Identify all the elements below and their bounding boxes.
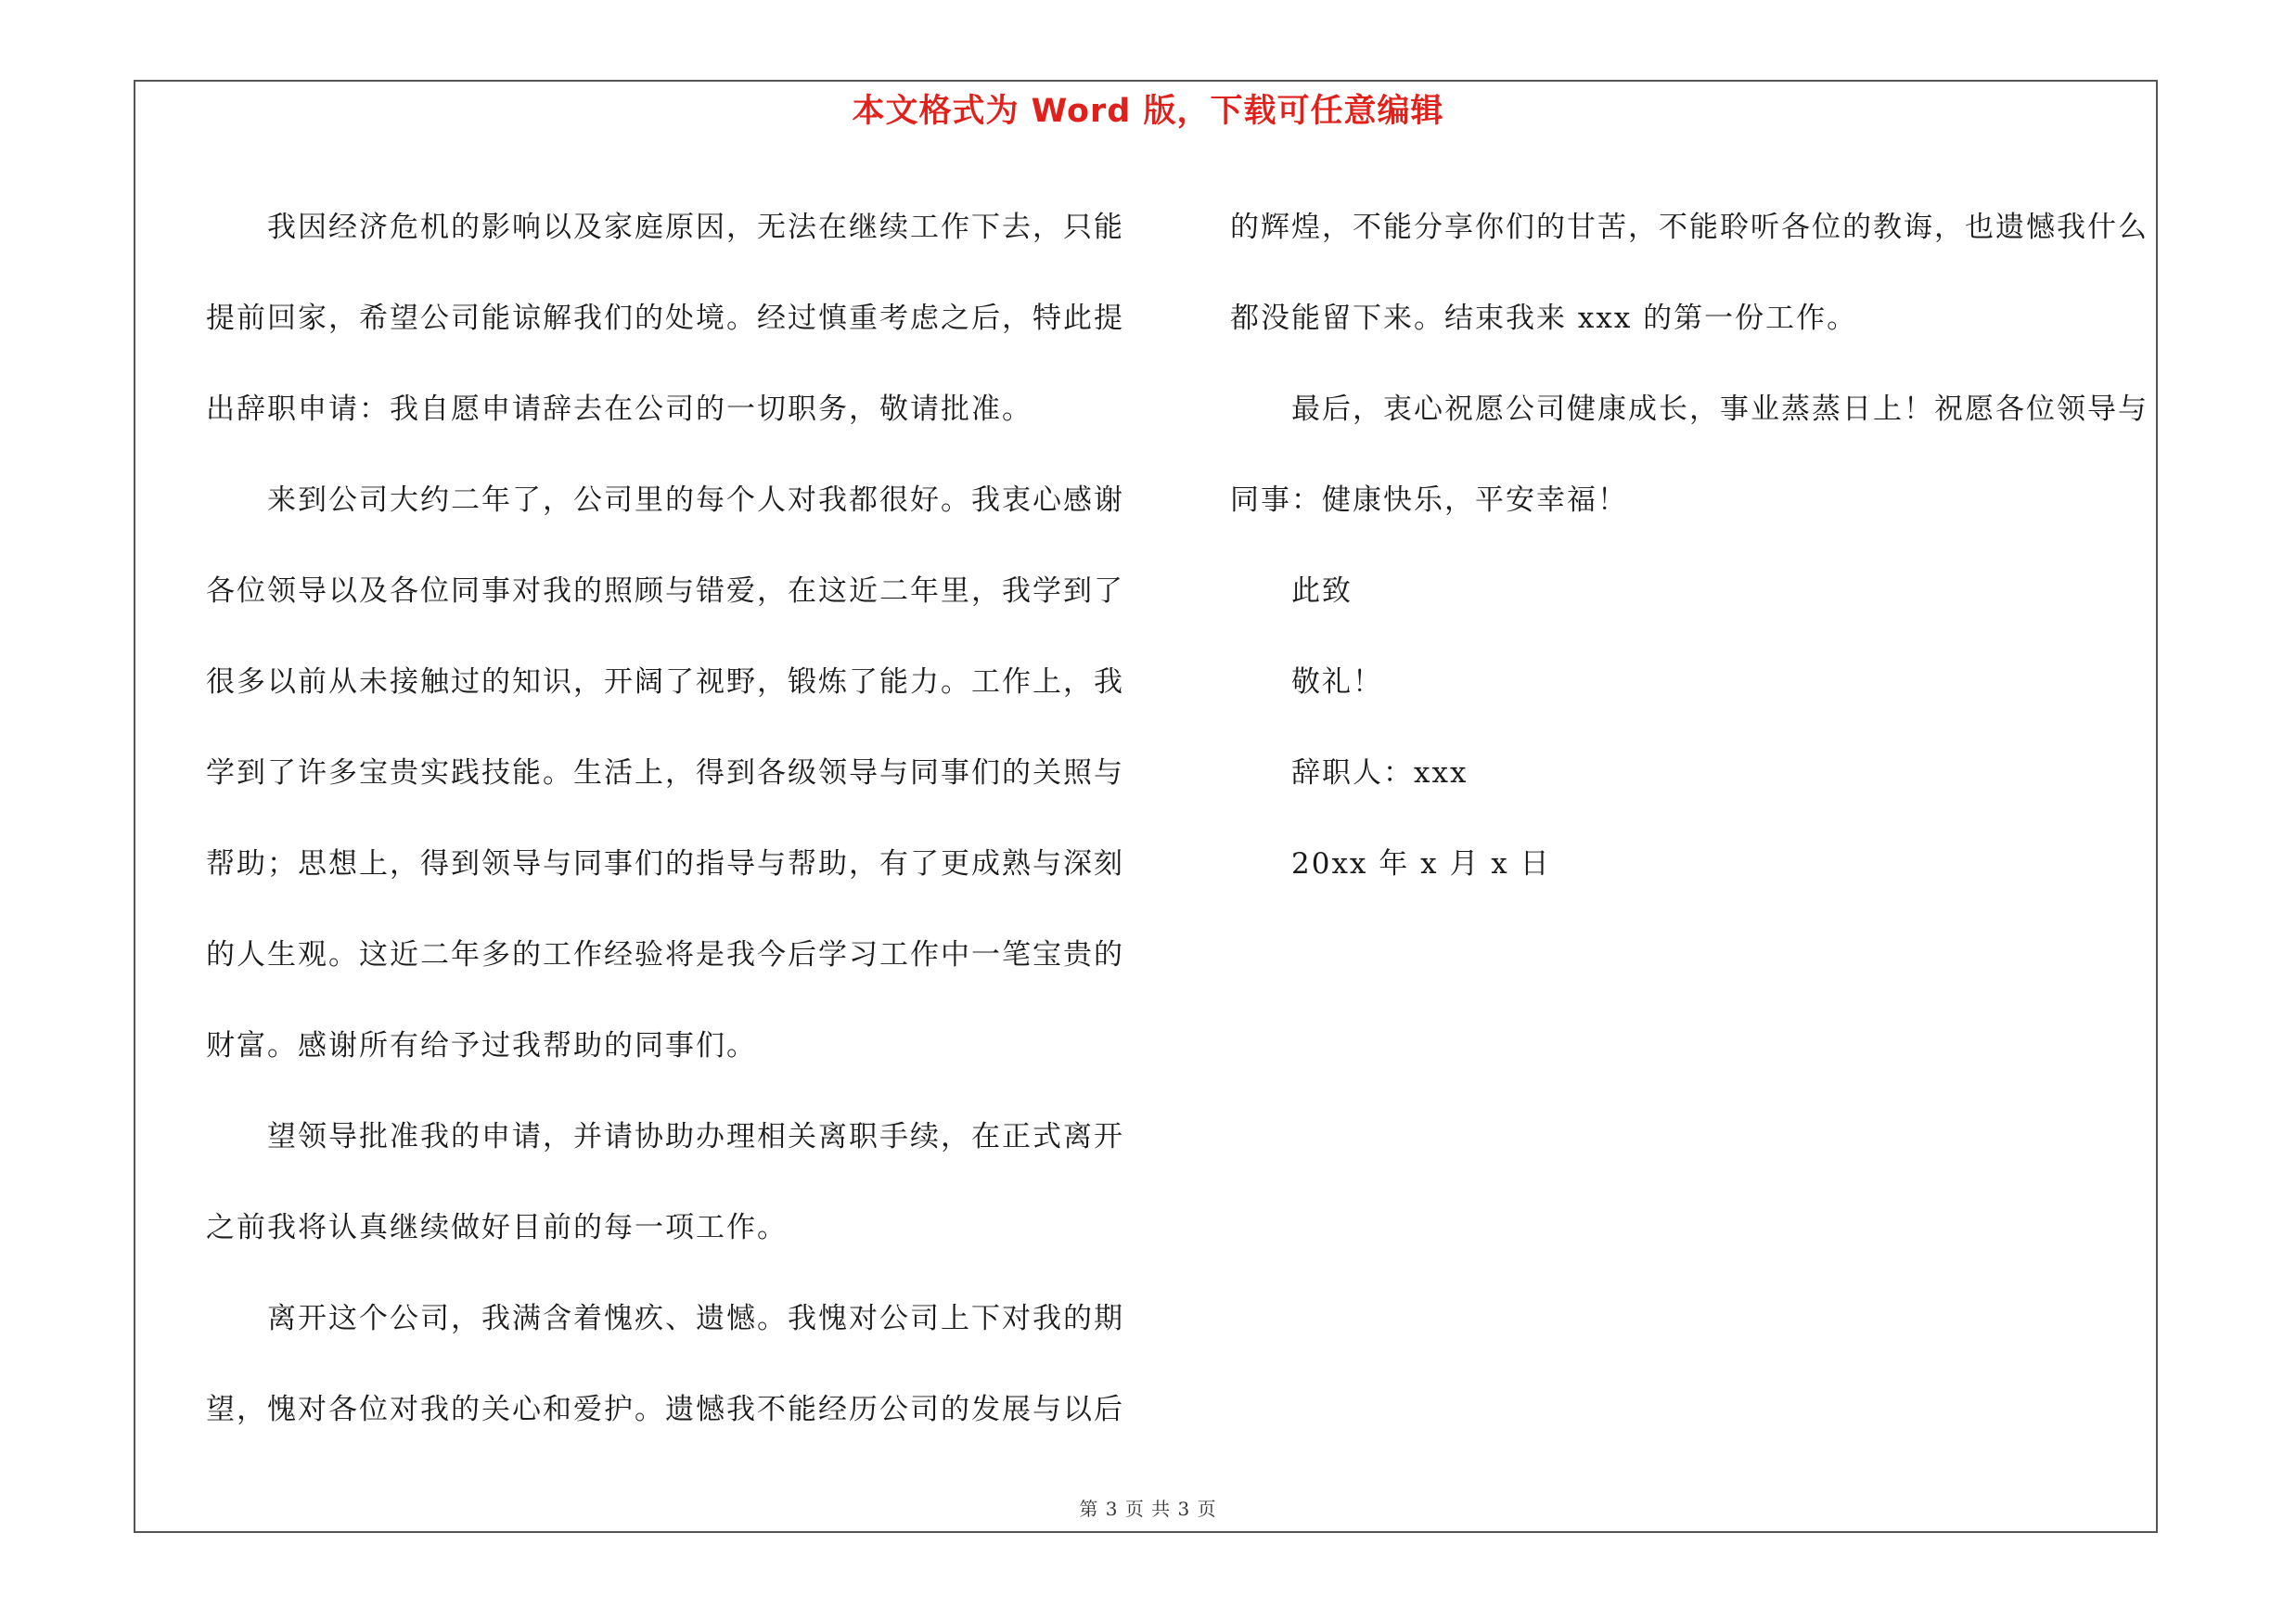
paragraph-best-wishes: 最后，衷心祝愿公司健康成长，事业蒸蒸日上！祝愿各位领导与同事：健康快乐，平安幸福！: [1230, 393, 2148, 517]
paragraph-gratitude: 来到公司大约二年了，公司里的每个人对我都很好。我衷心感谢各位领导以及各位同事对我的照顾与错爱，在这近二年里，我学到了很多以前从未接触过的知识，开阔了视野，锻炼了能力。工作上，我学到了许多宝贵实践技能。生活上，得到各级领导与同事们的关照与帮助；思想上，得到领导与同事们的指导与帮助，有了更成熟与深刻的人生观。这近二年多的工作经验将是我今后学习工作中一笔宝贵的财富。感谢所有给予过我帮助的同事们。: [206, 483, 1124, 1063]
closing-regards: 敬礼！: [1291, 665, 1383, 699]
date-line: 20xx 年 x 月 x 日: [1291, 847, 1551, 881]
paragraph-resignation-reason: 我因经济危机的影响以及家庭原因，无法在继续工作下去，只能提前回家，希望公司能谅解我们的处境。经过慎重考虑之后，特此提出辞职申请：我自愿申请辞去在公司的一切职务，敬请批准。: [206, 211, 1124, 426]
signature-line: 辞职人：xxx: [1291, 756, 1469, 790]
right-column: [1230, 182, 2148, 909]
paragraph-regret: 离开这个公司，我满含着愧疚、遗憾。我愧对公司上下对我的期望，愧对各位对我的关心和爱护。遗憾我不能经历公司的发展与以后: [206, 1302, 1124, 1426]
page-number-footer: 第 3 页 共 3 页: [1079, 1498, 1217, 1520]
format-banner: 本文格式为 Word 版，下载可任意编辑: [852, 93, 1444, 130]
paragraph-regret-continued: 的辉煌，不能分享你们的甘苦，不能聆听各位的教诲，也遗憾我什么都没能留下来。结束我来 xxx 的第一份工作。: [1230, 211, 2148, 335]
left-column: [206, 182, 1124, 1455]
paragraph-request-approval: 望领导批准我的申请，并请协助办理相关离职手续，在正式离开之前我将认真继续做好目前的每一项工作。: [206, 1120, 1124, 1244]
closing-salutation: 此致: [1291, 574, 1353, 608]
